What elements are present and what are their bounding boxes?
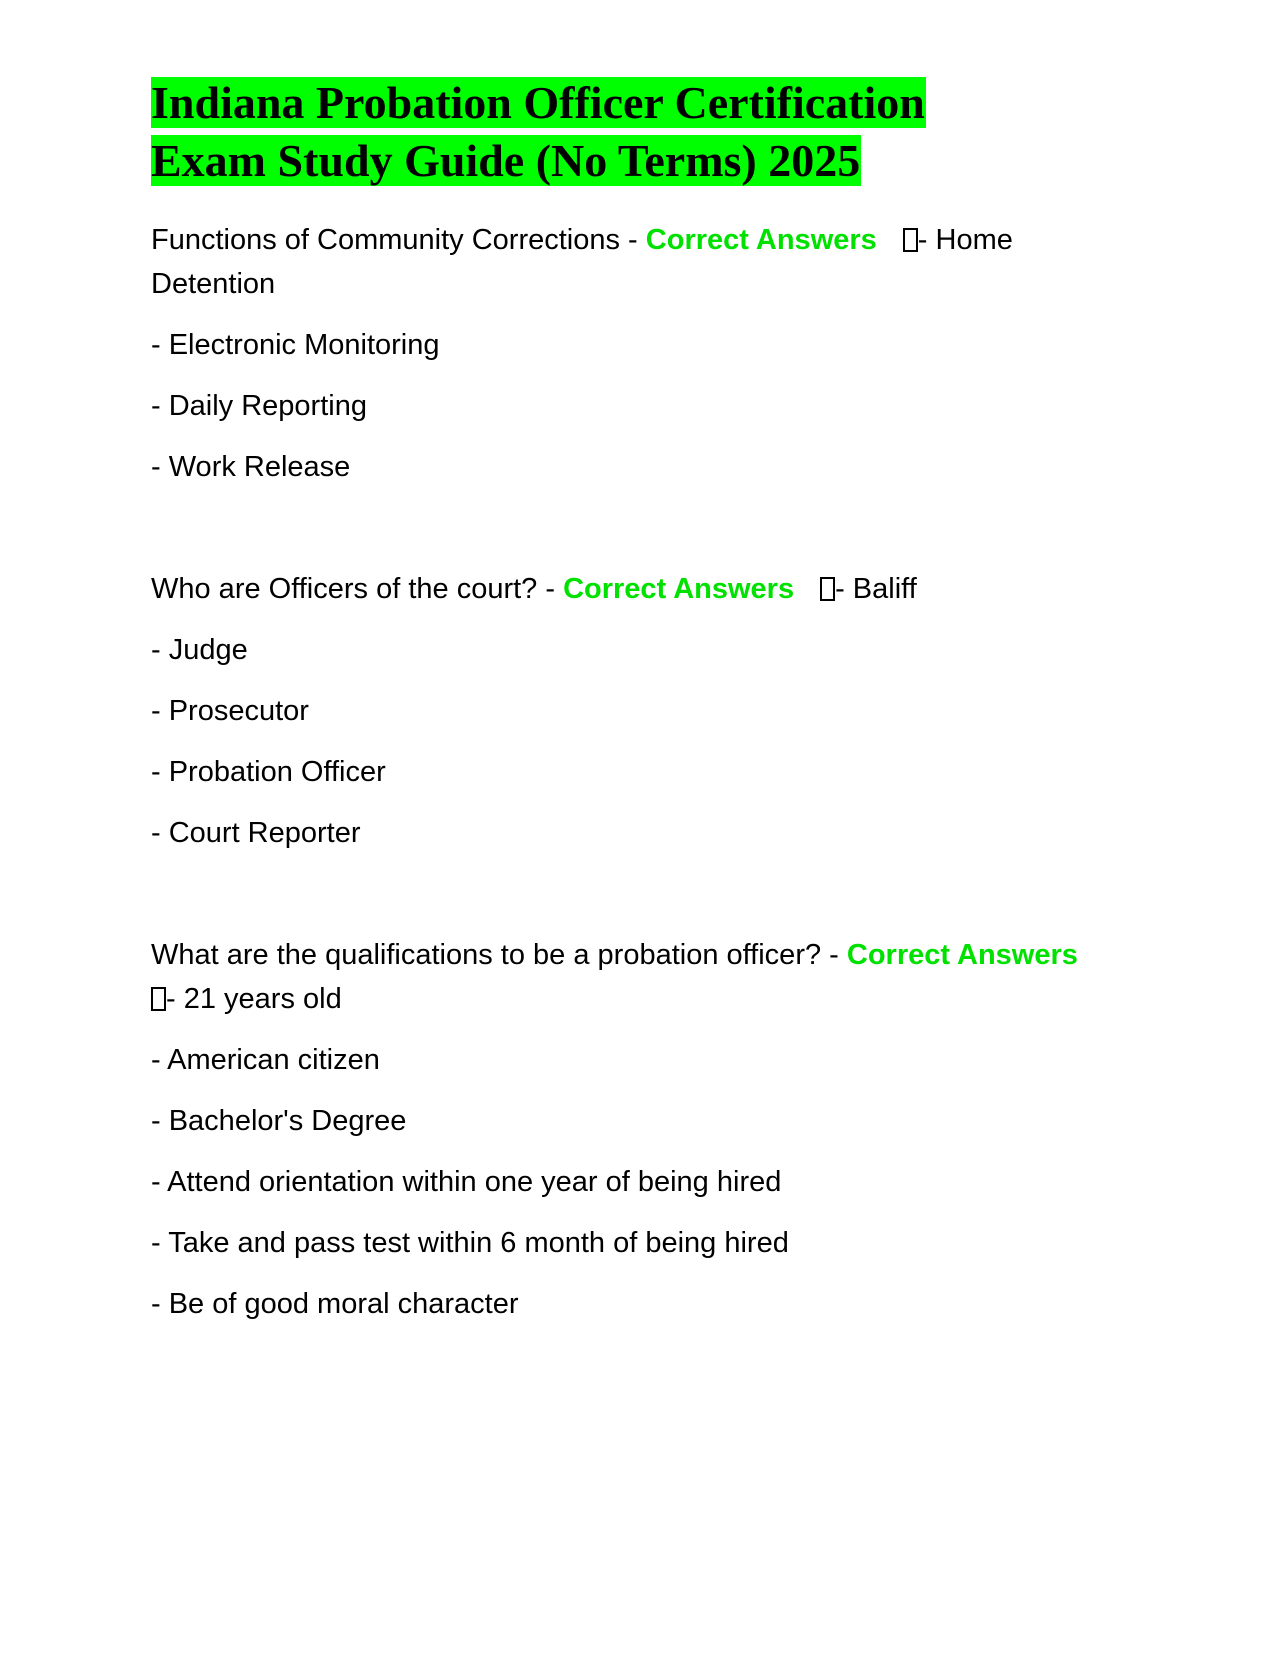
answer-item: - Attend orientation within one year of being hired — [151, 1166, 782, 1198]
question-text: Functions of Community Corrections - — [151, 224, 646, 256]
section-gap — [151, 855, 1151, 933]
answer-tag: Correct Answers — [563, 573, 795, 605]
question-paragraph — [151, 567, 1151, 611]
answer-tag: Correct Answers — [645, 224, 877, 256]
qa-section-qualifications — [151, 933, 1151, 1326]
missing-glyph-icon — [820, 577, 835, 601]
question-text: What are the qualifications to be a probation officer? - — [151, 939, 847, 971]
missing-glyph-icon — [903, 228, 918, 252]
answer-item: - Work Release — [151, 451, 351, 483]
document-page — [151, 74, 1151, 1326]
section-gap — [151, 489, 1151, 567]
answer-item: - Bachelor's Degree — [151, 1105, 407, 1137]
question-paragraph — [151, 218, 1151, 306]
answer-item: - Judge — [151, 634, 248, 666]
qa-section-officers-of-court — [151, 567, 1151, 855]
missing-glyph-icon — [151, 987, 166, 1011]
answer-item: - Probation Officer — [151, 756, 386, 788]
first-answer: - 21 years old — [166, 983, 342, 1015]
first-answer: - Baliff — [835, 573, 917, 605]
answer-item: - Daily Reporting — [151, 390, 367, 422]
first-answer-continued: Detention — [151, 268, 276, 300]
first-answer: - Home — [917, 224, 1013, 256]
title-line-2: Exam Study Guide (No Terms) 2025 — [151, 135, 861, 186]
answer-item: - Prosecutor — [151, 695, 309, 727]
answer-item: - Take and pass test within 6 month of being hired — [151, 1227, 789, 1259]
question-text: Who are Officers of the court? - — [151, 573, 564, 605]
answer-tag: Correct Answers — [846, 939, 1078, 971]
qa-section-community-corrections — [151, 218, 1151, 489]
answer-item: - Electronic Monitoring — [151, 329, 440, 361]
question-paragraph — [151, 933, 1151, 1021]
answer-item: - Be of good moral character — [151, 1288, 519, 1320]
document-title — [151, 74, 1151, 190]
title-line-1: Indiana Probation Officer Certification — [151, 77, 925, 128]
answer-item: - Court Reporter — [151, 817, 361, 849]
answer-item: - American citizen — [151, 1044, 380, 1076]
